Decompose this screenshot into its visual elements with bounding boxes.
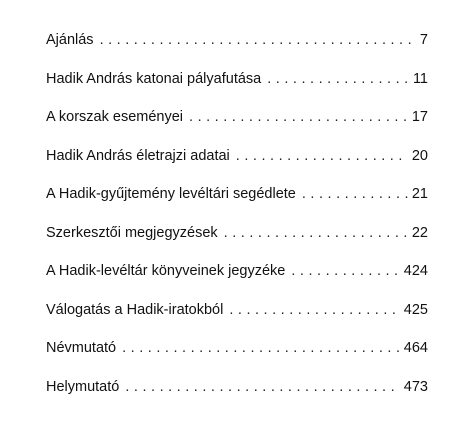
dot-leader	[100, 30, 416, 50]
dot-leader	[122, 338, 400, 358]
dot-leader	[302, 184, 408, 204]
table-of-contents	[46, 30, 428, 415]
dot-leader	[267, 69, 409, 89]
toc-entry-page-number: 464	[403, 340, 428, 356]
toc-entry-page-number: 21	[411, 186, 428, 202]
dot-leader	[229, 300, 399, 320]
dot-leader	[224, 223, 408, 243]
toc-entry-title: A Hadik-gyűjtemény levéltári segédlete	[46, 186, 296, 202]
toc-entry-katonai-palyafutasa[interactable]	[46, 69, 428, 108]
toc-entry-page-number: 22	[411, 224, 428, 241]
toc-entry-title: A korszak eseményei	[46, 109, 184, 125]
dot-leader	[125, 377, 399, 397]
toc-entry-page-number: 425	[403, 301, 428, 318]
toc-entry-title: Szerkesztői megjegyzések	[46, 224, 218, 241]
toc-entry-title: Helymutató	[46, 378, 120, 395]
toc-entry-title: A Hadik-levéltár könyveinek jegyzéke	[46, 263, 286, 279]
toc-entry-konyveinek-jegyzeke[interactable]	[46, 261, 428, 300]
toc-entry-page-number: 424	[403, 263, 428, 279]
toc-entry-leveltari-segedlete[interactable]	[46, 184, 428, 223]
toc-entry-title: Ajánlás	[46, 32, 94, 48]
toc-entry-page-number: 7	[419, 32, 428, 48]
toc-entry-title: Hadik András katonai pályafutása	[46, 70, 262, 87]
toc-entry-nevmutato[interactable]	[46, 338, 428, 377]
toc-entry-korszak-esemenyei[interactable]	[46, 107, 428, 146]
toc-entry-title: Névmutató	[46, 340, 117, 356]
toc-entry-page-number: 473	[403, 378, 428, 395]
toc-entry-page-number: 17	[411, 109, 428, 125]
toc-entry-valogatas-iratokbol[interactable]	[46, 300, 428, 339]
dot-leader	[236, 146, 408, 166]
toc-entry-helymutato[interactable]	[46, 377, 428, 416]
toc-entry-ajanlas[interactable]	[46, 30, 428, 69]
toc-entry-title: Válogatás a Hadik-iratokból	[46, 301, 224, 318]
dot-leader	[291, 261, 399, 281]
toc-entry-page-number: 20	[411, 147, 428, 164]
toc-entry-page-number: 11	[412, 70, 428, 87]
toc-entry-eletrajzi-adatai[interactable]	[46, 146, 428, 185]
dot-leader	[189, 107, 408, 127]
toc-entry-title: Hadik András életrajzi adatai	[46, 147, 230, 164]
toc-entry-szerkesztoi-megjegyzesek[interactable]	[46, 223, 428, 262]
